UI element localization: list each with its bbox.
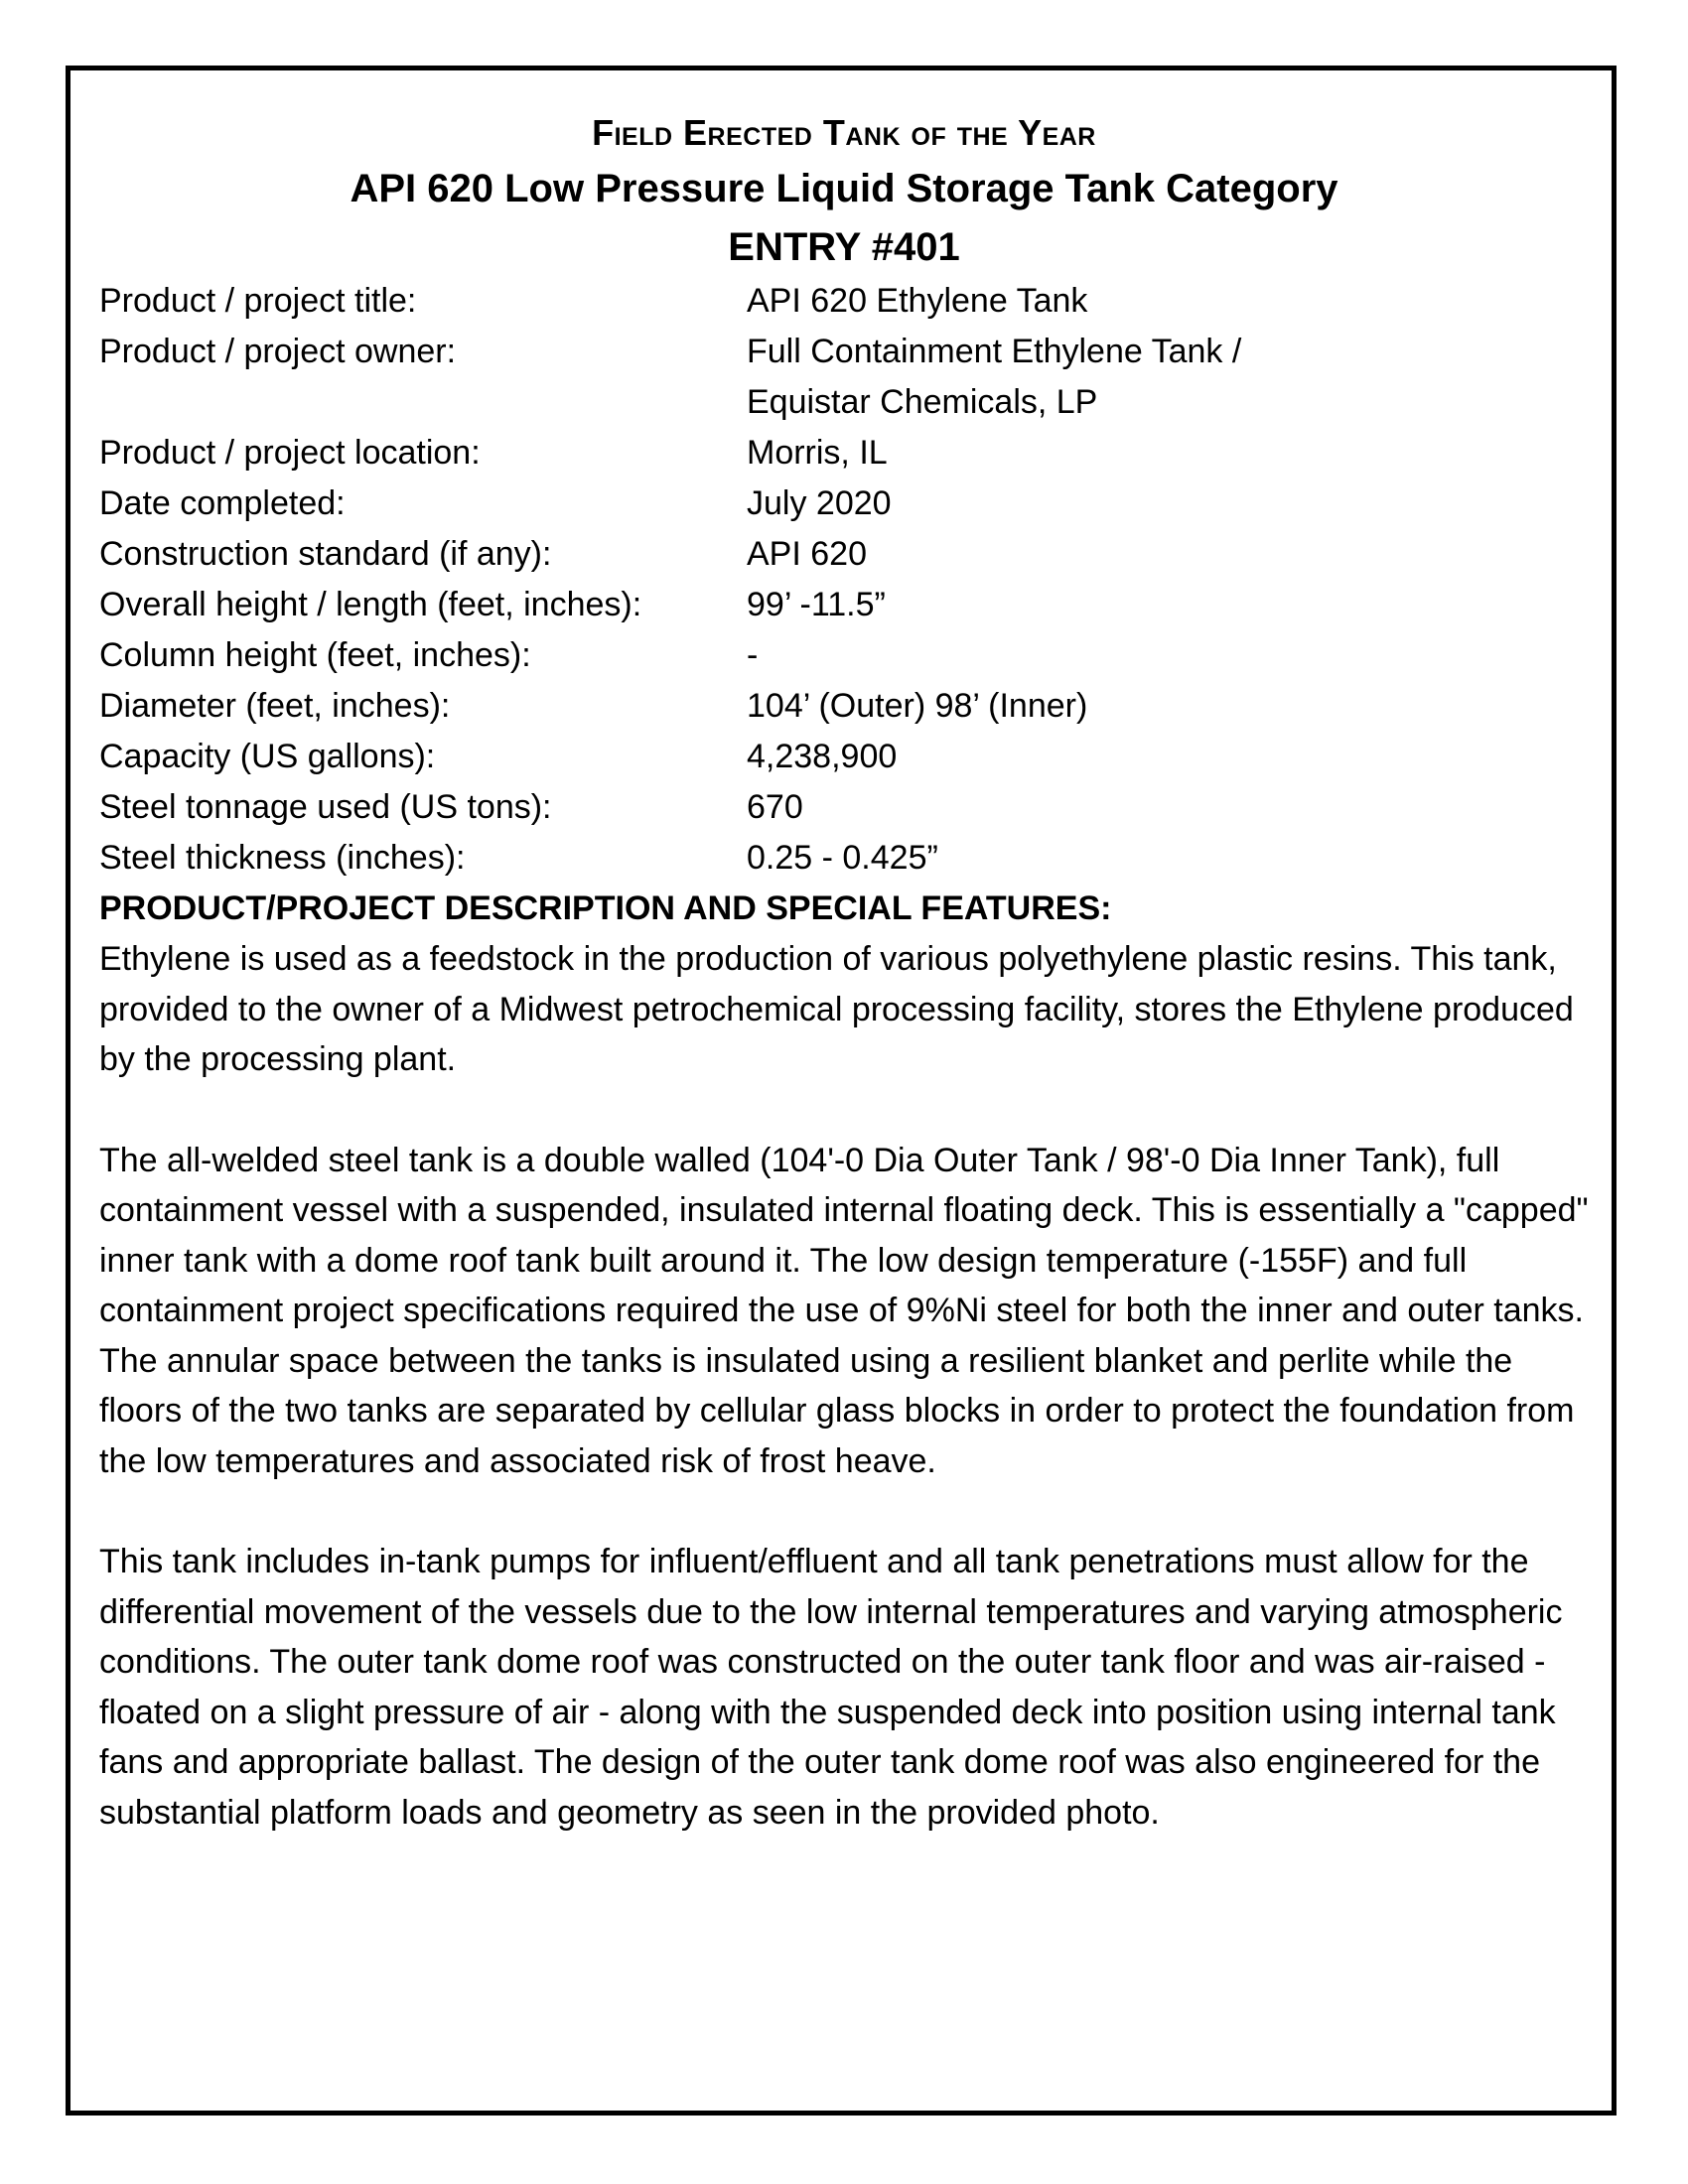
field-value: 4,238,900	[747, 738, 898, 775]
field-label: Product / project title:	[99, 282, 417, 320]
field-row	[99, 681, 1589, 732]
field-label: Column height (feet, inches):	[99, 636, 531, 674]
field-row	[99, 428, 1589, 478]
field-value: 104’ (Outer) 98’ (Inner)	[747, 687, 1088, 725]
entry-form	[99, 107, 1589, 1888]
field-row	[99, 732, 1589, 782]
field-value: 99’ -11.5”	[747, 586, 886, 623]
field-row	[99, 478, 1589, 529]
field-label: Overall height / length (feet, inches):	[99, 586, 642, 623]
description-paragraph: This tank includes in-tank pumps for influent/effluent and all tank penetrations must allow for the differential movement of the vessels due to the low internal temperatures and varying atmospheric conditions. The outer tank dome roof was constructed on the outer tank floor and was air-raised - floated on a slight pressure of air - along with the suspended deck into position using internal tank fans and appropriate ballast. The design of the outer tank dome roof was also engineered for the substantial platform loads and geometry as seen in the provided photo.	[99, 1543, 1563, 1832]
field-row	[99, 529, 1589, 580]
field-value: Full Containment Ethylene Tank /	[747, 333, 1242, 370]
field-row	[99, 630, 1589, 681]
field-row	[99, 580, 1589, 630]
field-label: Diameter (feet, inches):	[99, 687, 451, 725]
field-value: Morris, IL	[747, 434, 888, 472]
field-value: API 620	[747, 535, 867, 573]
description-heading: PRODUCT/PROJECT DESCRIPTION AND SPECIAL FEATURES:	[99, 889, 1112, 927]
project-fields	[99, 276, 1589, 884]
field-label: Construction standard (if any):	[99, 535, 552, 573]
field-row	[99, 377, 1589, 428]
field-label: Product / project location:	[99, 434, 481, 472]
field-row	[99, 782, 1589, 833]
entry-number: ENTRY #401	[728, 225, 960, 269]
field-label: Date completed:	[99, 484, 346, 522]
field-value: 0.25 - 0.425”	[747, 839, 938, 877]
award-kicker: Field Erected Tank of the Year	[592, 112, 1096, 153]
field-value: API 620 Ethylene Tank	[747, 282, 1088, 320]
category-title: API 620 Low Pressure Liquid Storage Tank Category	[350, 167, 1338, 210]
field-value: Equistar Chemicals, LP	[747, 383, 1098, 421]
field-value: July 2020	[747, 484, 892, 522]
description-paragraph: Ethylene is used as a feedstock in the production of various polyethylene plastic resins. This tank, provided to the owner of a Midwest petrochemical processing facility, stores the Ethylene produced by the processing plant.	[99, 940, 1574, 1078]
field-label	[99, 377, 747, 428]
field-row	[99, 327, 1589, 377]
field-label: Steel thickness (inches):	[99, 839, 466, 877]
field-label: Capacity (US gallons):	[99, 738, 436, 775]
field-row	[99, 276, 1589, 327]
field-value: 670	[747, 788, 803, 826]
field-value: -	[747, 636, 759, 674]
field-label: Steel tonnage used (US tons):	[99, 788, 552, 826]
description-paragraph: The all-welded steel tank is a double walled (104'-0 Dia Outer Tank / 98'-0 Dia Inner Tank), full containment vessel with a suspended, insulated internal floating deck. This is essentially a "capped" inner tank with a dome roof tank built around it. The low design temperature (-155F) and full containment project specifications required the use of 9%Ni steel for both the inner and outer tanks. The annular space between the tanks is insulated using a resilient blanket and perlite while the floors of the two tanks are separated by cellular glass blocks in order to protect the foundation from the low temperatures and associated risk of frost heave.	[99, 1141, 1589, 1480]
field-label: Product / project owner:	[99, 333, 457, 370]
field-row	[99, 833, 1589, 884]
